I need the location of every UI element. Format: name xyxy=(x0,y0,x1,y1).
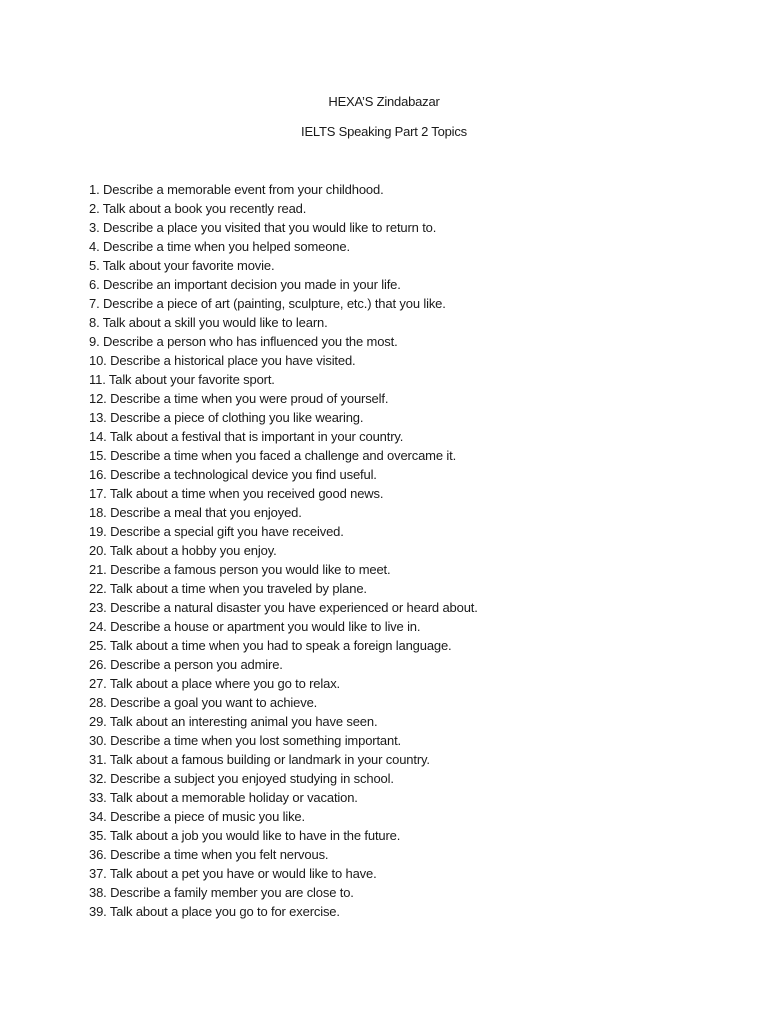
topic-item: 31. Talk about a famous building or landmark in your country. xyxy=(89,752,430,767)
topic-item: 12. Describe a time when you were proud of yourself. xyxy=(89,391,389,406)
topic-item: 29. Talk about an interesting animal you have seen. xyxy=(89,714,378,729)
topic-item: 3. Describe a place you visited that you would like to return to. xyxy=(89,220,437,235)
topic-item: 5. Talk about your favorite movie. xyxy=(89,258,275,273)
topic-item: 38. Describe a family member you are close to. xyxy=(89,885,354,900)
topic-item: 11. Talk about your favorite sport. xyxy=(89,372,275,387)
topic-list xyxy=(89,180,478,921)
topic-item: 7. Describe a piece of art (painting, sculpture, etc.) that you like. xyxy=(89,296,446,311)
topic-item: 14. Talk about a festival that is important in your country. xyxy=(89,429,404,444)
topic-item: 35. Talk about a job you would like to have in the future. xyxy=(89,828,401,843)
topic-item: 21. Describe a famous person you would like to meet. xyxy=(89,562,391,577)
topic-item: 26. Describe a person you admire. xyxy=(89,657,283,672)
topic-item: 15. Describe a time when you faced a challenge and overcame it. xyxy=(89,448,457,463)
topic-item: 37. Talk about a pet you have or would like to have. xyxy=(89,866,377,881)
document-heading: HEXA’S Zindabazar xyxy=(328,94,440,109)
topic-item: 24. Describe a house or apartment you would like to live in. xyxy=(89,619,421,634)
topic-item: 16. Describe a technological device you find useful. xyxy=(89,467,377,482)
topic-item: 34. Describe a piece of music you like. xyxy=(89,809,305,824)
topic-item: 6. Describe an important decision you made in your life. xyxy=(89,277,401,292)
topic-item: 13. Describe a piece of clothing you like wearing. xyxy=(89,410,364,425)
topic-item: 20. Talk about a hobby you enjoy. xyxy=(89,543,277,558)
topic-item: 1. Describe a memorable event from your childhood. xyxy=(89,182,384,197)
topic-item: 30. Describe a time when you lost something important. xyxy=(89,733,401,748)
topic-item: 28. Describe a goal you want to achieve. xyxy=(89,695,318,710)
topic-item: 17. Talk about a time when you received good news. xyxy=(89,486,384,501)
topic-item: 33. Talk about a memorable holiday or vacation. xyxy=(89,790,358,805)
topic-item: 32. Describe a subject you enjoyed studying in school. xyxy=(89,771,394,786)
topic-item: 22. Talk about a time when you traveled by plane. xyxy=(89,581,367,596)
topic-item: 4. Describe a time when you helped someone. xyxy=(89,239,350,254)
topic-item: 18. Describe a meal that you enjoyed. xyxy=(89,505,302,520)
topic-item: 23. Describe a natural disaster you have experienced or heard about. xyxy=(89,600,478,615)
topic-item: 19. Describe a special gift you have received. xyxy=(89,524,344,539)
topic-item: 39. Talk about a place you go to for exercise. xyxy=(89,904,340,919)
topic-item: 2. Talk about a book you recently read. xyxy=(89,201,307,216)
topic-item: 9. Describe a person who has influenced you the most. xyxy=(89,334,398,349)
topic-item: 27. Talk about a place where you go to relax. xyxy=(89,676,341,691)
topic-item: 10. Describe a historical place you have visited. xyxy=(89,353,356,368)
document-subheading: IELTS Speaking Part 2 Topics xyxy=(301,124,467,139)
topic-item: 8. Talk about a skill you would like to learn. xyxy=(89,315,328,330)
topic-item: 36. Describe a time when you felt nervous. xyxy=(89,847,329,862)
topic-item: 25. Talk about a time when you had to speak a foreign language. xyxy=(89,638,452,653)
